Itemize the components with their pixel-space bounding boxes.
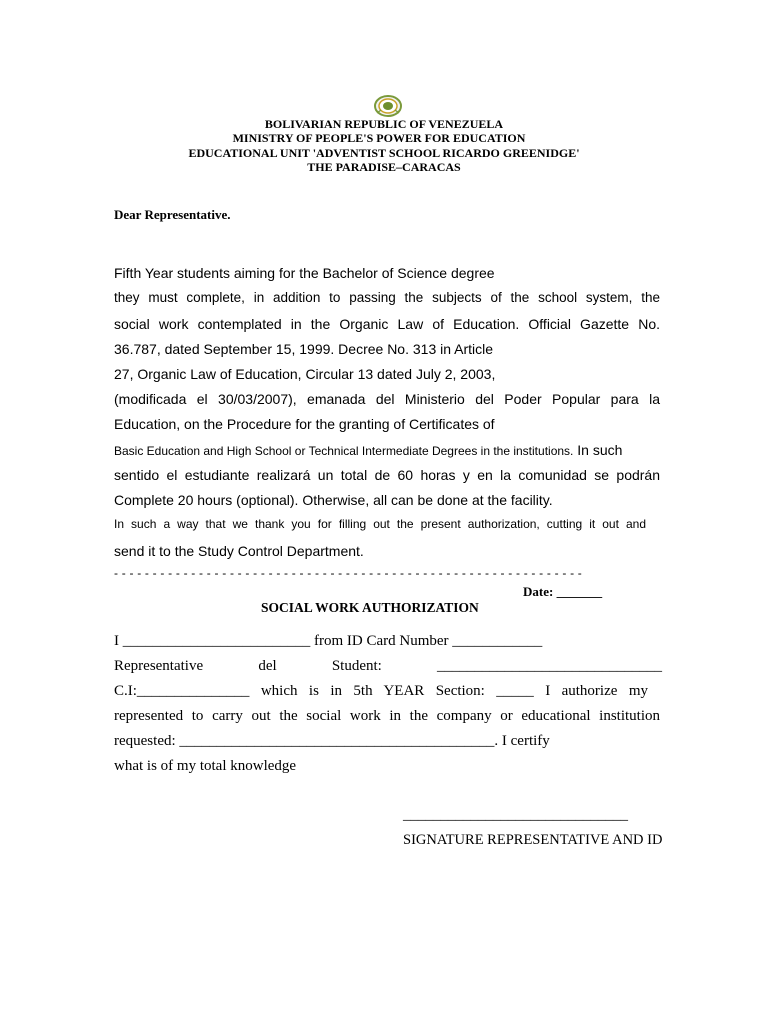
- school-seal-logo: [373, 94, 403, 118]
- letterhead-location: THE PARADISE–CARACAS: [307, 160, 461, 174]
- form-line-ci-section: C.I:_______________ which is in 5th YEAR Section: _____ I authorize my: [114, 683, 648, 699]
- body-line-3: social work contemplated in the Organic Law of Education. Official Gazette No.: [114, 316, 660, 332]
- cut-line: - - - - - - - - - - - - - - - - - - - - - - - - - - - - - - - - - - - - - - - - - - - - - - - - - - - - - - - - - - - - -: [114, 566, 583, 580]
- body-line-7: Education, on the Procedure for the granting of Certificates of: [114, 416, 495, 432]
- body-line-2: they must complete, in addition to passing the subjects of the school system, the: [114, 290, 660, 305]
- form-line-knowledge: what is of my total knowledge: [114, 758, 297, 774]
- del-label: del: [258, 658, 277, 674]
- body-line-11: In such a way that we thank you for filling out the present authorization, cutting it out and: [114, 517, 646, 531]
- signature-line: ______________________________: [403, 807, 628, 823]
- letterhead-ministry: MINISTRY OF PEOPLE'S POWER FOR EDUCATION: [232, 131, 526, 145]
- letterhead-republic: BOLIVARIAN REPUBLIC OF VENEZUELA: [264, 117, 504, 131]
- representative-label: Representative: [114, 658, 204, 674]
- form-line-name-id: I _________________________ from ID Card Number ____________: [114, 633, 543, 649]
- form-line-requested: requested: __________________________________________. I certify: [114, 733, 550, 749]
- body-line-8: [114, 442, 622, 458]
- body-line-9: sentido el estudiante realizará un total de 60 horas y en la comunidad se podrán: [114, 467, 660, 483]
- date-field-label: Date: _______: [523, 584, 603, 599]
- body-line-12: send it to the Study Control Department.: [114, 543, 364, 559]
- body-line-6: (modificada el 30/03/2007), emanada del Ministerio del Poder Popular para la: [114, 391, 660, 407]
- body-line-10: Complete 20 hours (optional). Otherwise, all can be done at the facility.: [114, 492, 553, 508]
- form-line-representative: [114, 658, 662, 675]
- body-line-8-part-b: In such: [577, 442, 623, 458]
- salutation: Dear Representative.: [114, 207, 231, 222]
- student-label: Student:: [331, 658, 382, 674]
- body-line-5: 27, Organic Law of Education, Circular 13 dated July 2, 2003,: [114, 366, 496, 382]
- signature-label: SIGNATURE REPRESENTATIVE AND ID: [403, 832, 663, 848]
- student-name-blank: ______________________________: [437, 658, 662, 674]
- body-line-4: 36.787, dated September 15, 1999. Decree No. 313 in Article: [114, 341, 494, 357]
- body-line-8-part-a: Basic Education and High School or Technical Intermediate Degrees in the institutions.: [114, 444, 574, 458]
- form-title: SOCIAL WORK AUTHORIZATION: [261, 600, 479, 615]
- body-line-1: Fifth Year students aiming for the Bachelor of Science degree: [114, 265, 495, 281]
- form-line-represented: represented to carry out the social work in the company or educational institution: [114, 708, 660, 724]
- letterhead-school: EDUCATIONAL UNIT 'ADVENTIST SCHOOL RICARDO GREENIDGE': [188, 146, 580, 160]
